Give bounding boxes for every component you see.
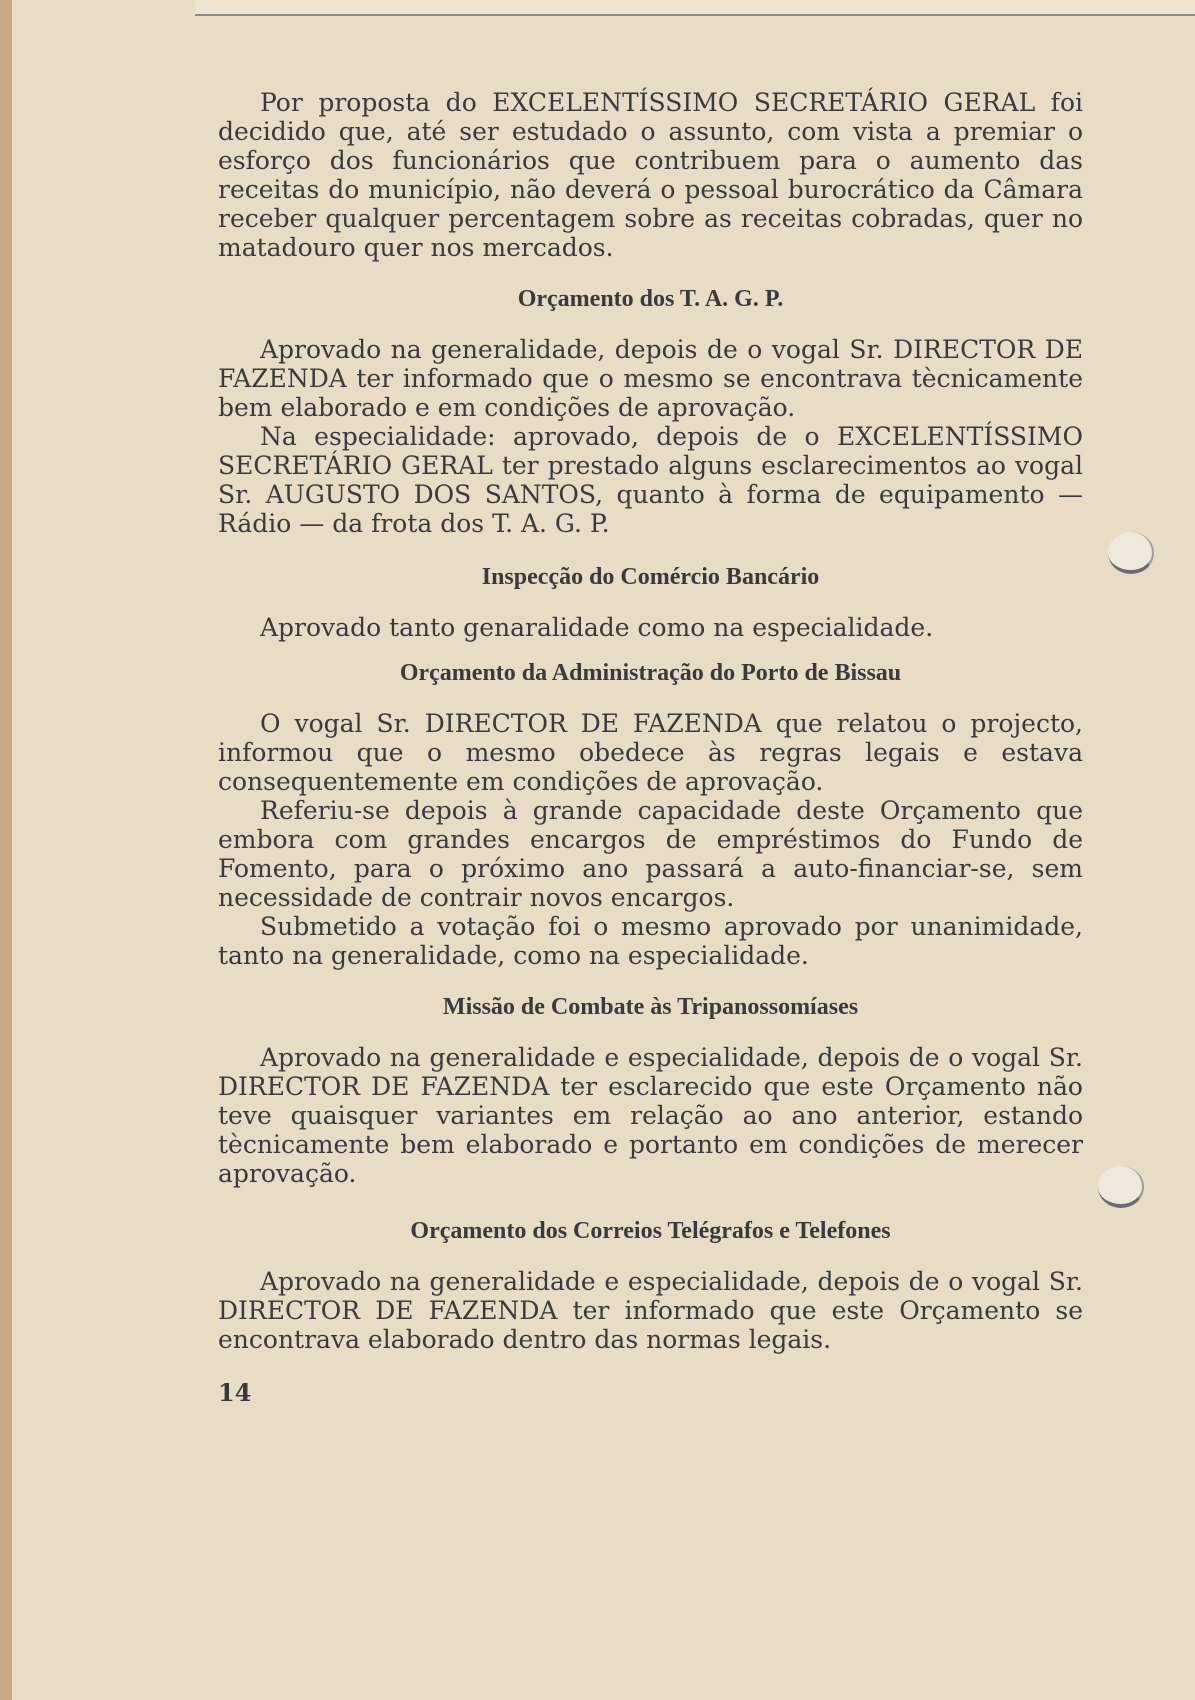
- page-number: 14: [218, 1378, 252, 1407]
- page-top-edge: [195, 0, 1195, 16]
- paragraph-porto-votacao: Submetido a votação foi o mesmo aprovado por unanimidade, tanto na generalidade, como na especialidade.: [218, 912, 1083, 970]
- paragraph-correios: Aprovado na generalidade e especialidade, depois de o vogal Sr. DIRECTOR DE FAZENDA ter informado que este Orçamento se encontrava elaborado dentro das normas legais.: [218, 1267, 1083, 1354]
- heading-correios-telegrafos-telefones: Orçamento dos Correios Telégrafos e Telefones: [410, 1218, 891, 1244]
- paragraph-tagp-generalidade: Aprovado na generalidade, depois de o vogal Sr. DIRECTOR DE FAZENDA ter informado que o mesmo se encontrava tècnicamente bem elaborado e em condições de aprovação.: [218, 335, 1083, 422]
- paragraph-tagp-especialidade: Na especialidade: aprovado, depois de o EXCELENTÍSSIMO SECRETÁRIO GERAL ter prestado alguns esclarecimentos ao vogal Sr. AUGUSTO DOS SANTOS, quanto à forma de equipamento — Rádio — da frota dos T. A. G. P.: [218, 422, 1083, 538]
- punch-hole-lower: [1098, 1166, 1144, 1208]
- paragraph-porto-capacidade: Referiu-se depois à grande capacidade deste Orçamento que embora com grandes encargos de empréstimos do Fundo de Fomento, para o próximo ano passará a auto-financiar-se, sem necessidade de contrair novos encargos.: [218, 796, 1083, 912]
- document-body: [218, 88, 1083, 1407]
- punch-hole-upper: [1108, 532, 1154, 574]
- heading-missao-tripanossomiases: Missão de Combate às Tripanossomíases: [442, 994, 859, 1020]
- paragraph-porto-relatorio: O vogal Sr. DIRECTOR DE FAZENDA que relatou o projecto, informou que o mesmo obedece às regras legais e estava consequentemente em condições de aprovação.: [218, 709, 1083, 796]
- paragraph-proposal: Por proposta do EXCELENTÍSSIMO SECRETÁRIO GERAL foi decidido que, até ser estudado o assunto, com vista a premiar o esforço dos funcionários que contribuem para o aumento das receitas do município, não deverá o pessoal burocrático da Câmara receber qualquer percentagem sobre as receitas cobradas, quer no matadouro quer nos mercados.: [218, 88, 1083, 262]
- paragraph-inspeccao: Aprovado tanto genaralidade como na especialidade.: [260, 613, 934, 642]
- heading-porto-de-bissau: Orçamento da Administração do Porto de Bissau: [399, 660, 902, 686]
- page-left-edge: [0, 0, 12, 1700]
- heading-inspeccao-comercio-bancario: Inspecção do Comércio Bancário: [481, 564, 820, 590]
- heading-orcamento-tagp: Orçamento dos T. A. G. P.: [517, 286, 784, 312]
- paragraph-missao: Aprovado na generalidade e especialidade, depois de o vogal Sr. DIRECTOR DE FAZENDA ter esclarecido que este Orçamento não teve quaisquer variantes em relação ao ano anterior, estando tècnicamente bem elaborado e portanto em condições de merecer aprovação.: [218, 1043, 1083, 1188]
